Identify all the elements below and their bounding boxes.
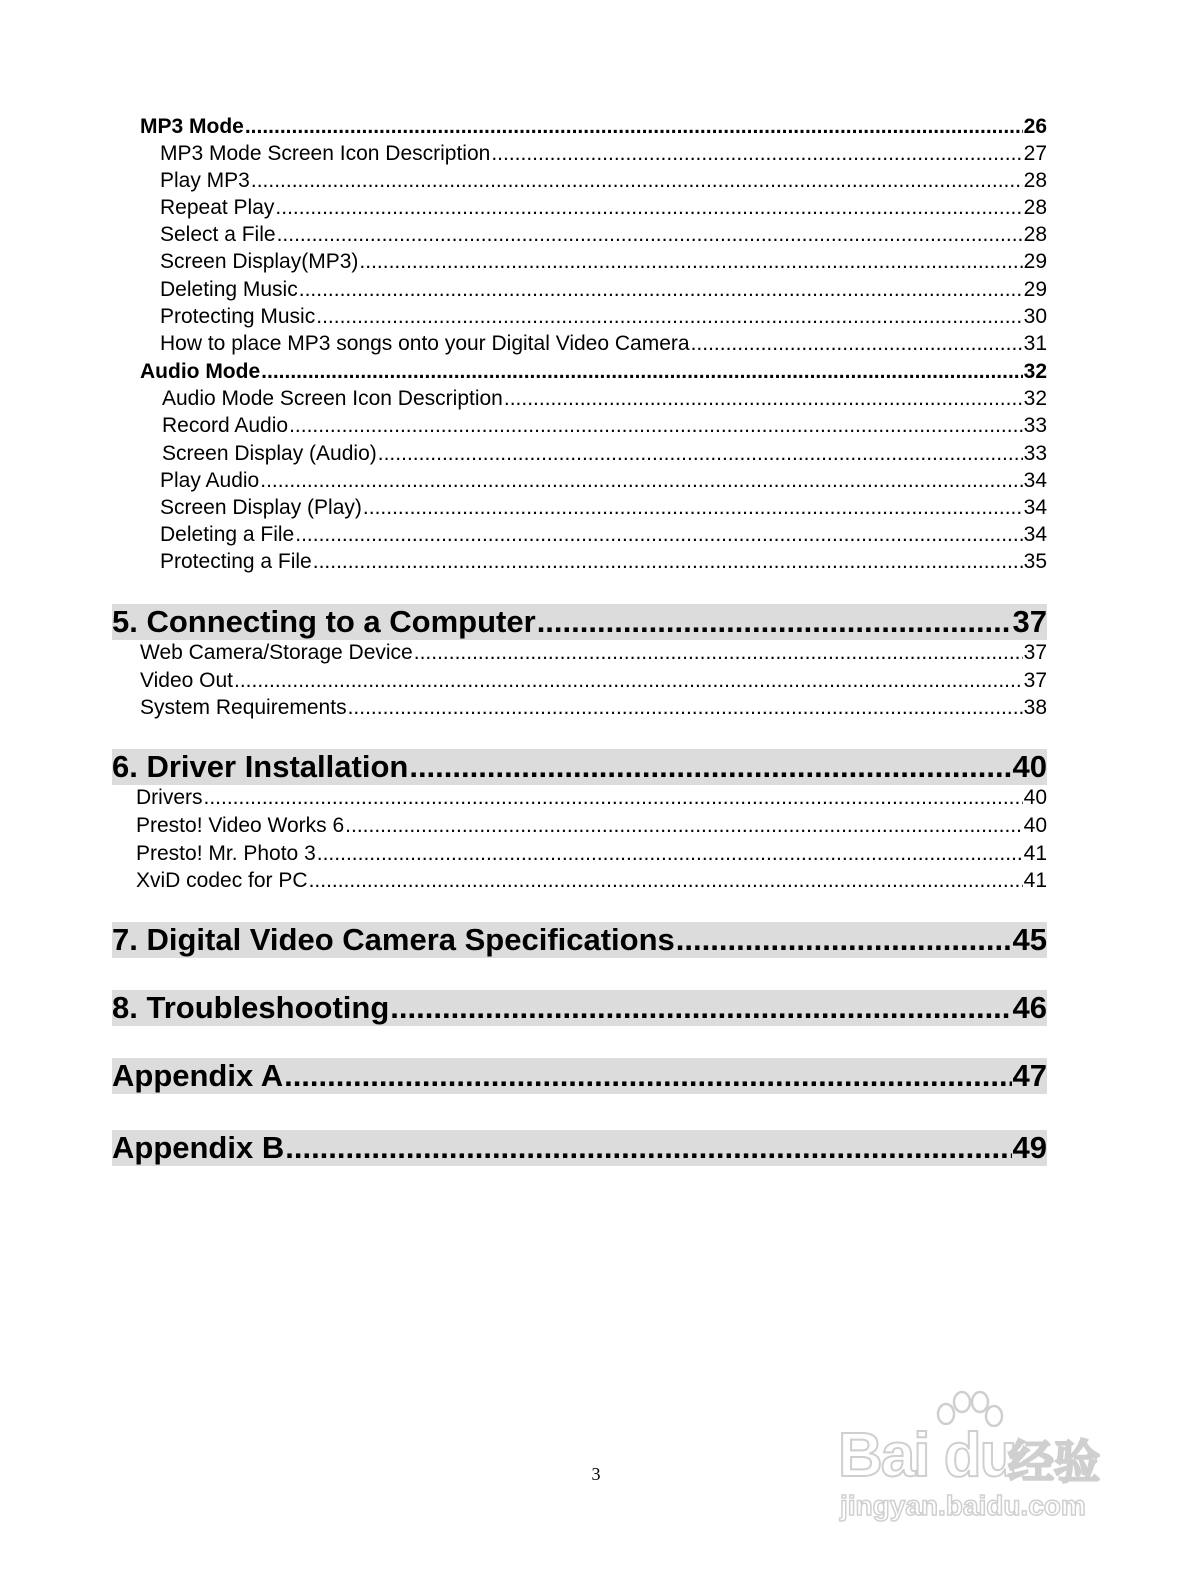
toc-leader (363, 494, 1023, 521)
toc-chapter-title: 5. Connecting to a Computer (112, 604, 536, 639)
toc-entry-title: Record Audio (162, 414, 289, 437)
toc-chapter-title: 6. Driver Installation (112, 749, 409, 784)
toc-chapter-page: 47 (1012, 1058, 1047, 1093)
toc-chapter-page: 45 (1012, 922, 1047, 957)
toc-leader (309, 867, 1023, 894)
toc-entry[interactable] (160, 548, 1047, 575)
toc-entry[interactable] (162, 412, 1047, 439)
toc-leader (359, 248, 1022, 275)
toc-leader (317, 840, 1023, 867)
toc-entry-title: Deleting Music (160, 278, 298, 301)
toc-chapter-5[interactable] (112, 604, 1047, 640)
toc-entry-title: Screen Display (Play) (160, 496, 362, 519)
toc-entry-page: 30 (1023, 305, 1047, 328)
toc-entry-page: 28 (1023, 196, 1047, 219)
toc-entry-title: Screen Display(MP3) (160, 250, 359, 273)
toc-entry-page: 31 (1023, 332, 1047, 355)
toc-leader (295, 521, 1022, 548)
toc-entry-title: Repeat Play (160, 196, 275, 219)
toc-entry[interactable] (162, 440, 1047, 467)
toc-entry-title: Video Out (140, 669, 234, 692)
toc-appendix-b[interactable] (112, 1130, 1047, 1166)
toc-entry-page: 41 (1023, 842, 1047, 865)
toc-entry[interactable] (160, 140, 1047, 167)
toc-entry-page: 33 (1023, 414, 1047, 437)
toc-entry-title: Audio Mode Screen Icon Description (162, 387, 503, 410)
toc-entry-page: 41 (1023, 869, 1047, 892)
toc-chapter-7[interactable] (112, 922, 1047, 958)
toc-leader (348, 694, 1023, 721)
toc-entry-page: 33 (1023, 442, 1047, 465)
toc-entry-title: Web Camera/Storage Device (140, 641, 413, 664)
watermark-brand-cn: 经验 (1008, 1435, 1100, 1489)
toc-entry-page: 29 (1023, 250, 1047, 273)
toc-entry-title: Audio Mode (140, 360, 261, 383)
baidu-watermark (832, 1390, 1122, 1530)
toc-leader (378, 440, 1023, 467)
toc-entry-title: MP3 Mode (140, 115, 244, 138)
toc-entry-page: 32 (1023, 387, 1047, 410)
toc-leader (285, 1130, 1011, 1166)
toc-entry-title: XviD codec for PC (136, 869, 308, 892)
toc-chapter-title: Appendix A (112, 1058, 284, 1093)
toc-chapter-page: 49 (1012, 1130, 1047, 1165)
toc-entry[interactable] (136, 784, 1047, 811)
toc-chapter-title: Appendix B (112, 1130, 285, 1165)
toc-leader (414, 639, 1023, 666)
toc-entry-page: 27 (1023, 142, 1047, 165)
toc-leader (504, 385, 1023, 412)
toc-leader (409, 749, 1011, 785)
toc-entry-audio-mode[interactable] (140, 358, 1047, 385)
toc-chapter-page: 40 (1012, 749, 1047, 784)
toc-entry-title: Screen Display (Audio) (162, 442, 377, 465)
toc-leader (676, 922, 1012, 958)
toc-leader (284, 1058, 1011, 1094)
toc-entry-page: 34 (1023, 496, 1047, 519)
toc-leader (204, 784, 1023, 811)
toc-leader (313, 548, 1023, 575)
toc-leader (251, 167, 1023, 194)
page-number: 3 (591, 1464, 601, 1484)
toc-chapter-6[interactable] (112, 749, 1047, 785)
toc-entry[interactable] (140, 694, 1047, 721)
toc-entry-page: 34 (1023, 523, 1047, 546)
toc-entry[interactable] (160, 494, 1047, 521)
toc-entry-title: Presto! Video Works 6 (136, 814, 345, 837)
toc-entry[interactable] (160, 467, 1047, 494)
toc-entry-title: Protecting a File (160, 550, 312, 573)
toc-leader (316, 303, 1022, 330)
toc-leader (537, 604, 1012, 640)
toc-entry[interactable] (160, 276, 1047, 303)
toc-chapter-page: 37 (1012, 604, 1047, 639)
toc-entry-title: Protecting Music (160, 305, 316, 328)
toc-entry[interactable] (136, 812, 1047, 839)
toc-leader (345, 812, 1022, 839)
toc-leader (277, 221, 1023, 248)
toc-leader (299, 276, 1023, 303)
toc-entry[interactable] (160, 330, 1047, 357)
toc-entry-title: Play MP3 (160, 169, 250, 192)
toc-entry[interactable] (136, 867, 1047, 894)
toc-entry-page: 28 (1023, 169, 1047, 192)
toc-entry-title: Presto! Mr. Photo 3 (136, 842, 316, 865)
toc-entry-title: System Requirements (140, 696, 347, 719)
toc-leader (491, 140, 1022, 167)
toc-entry-page: 37 (1023, 669, 1047, 692)
toc-entry-title: MP3 Mode Screen Icon Description (160, 142, 491, 165)
toc-leader (691, 330, 1023, 357)
toc-entry-mp3-mode[interactable] (140, 113, 1047, 140)
toc-entry-page: 37 (1023, 641, 1047, 664)
toc-entry-page: 40 (1023, 786, 1047, 809)
toc-entry[interactable] (160, 303, 1047, 330)
toc-leader (289, 412, 1023, 439)
watermark-brand: Bai du (838, 1421, 1016, 1490)
watermark-url: jingyan.baidu.com (840, 1490, 1086, 1521)
toc-entry[interactable] (160, 521, 1047, 548)
toc-entry[interactable] (140, 667, 1047, 694)
toc-entry-page: 35 (1023, 550, 1047, 573)
toc-chapter-page: 46 (1012, 990, 1047, 1025)
toc-entry-page: 26 (1023, 115, 1047, 138)
toc-leader (275, 194, 1022, 221)
toc-entry-title: Deleting a File (160, 523, 295, 546)
toc-entry-page: 28 (1023, 223, 1047, 246)
toc-entry[interactable] (162, 385, 1047, 412)
toc-entry[interactable] (160, 194, 1047, 221)
toc-leader (245, 113, 1023, 140)
toc-entry[interactable] (136, 840, 1047, 867)
toc-entry[interactable] (160, 248, 1047, 275)
toc-entry-page: 32 (1023, 360, 1047, 383)
toc-entry-title: How to place MP3 songs onto your Digital Video Camera (160, 332, 690, 355)
toc-chapter-title: 7. Digital Video Camera Specifications (112, 922, 675, 957)
toc-leader (260, 467, 1022, 494)
toc-leader (390, 990, 1011, 1026)
toc-chapter-title: 8. Troubleshooting (112, 990, 390, 1025)
toc-entry[interactable] (160, 167, 1047, 194)
toc-leader (261, 358, 1022, 385)
toc-entry[interactable] (140, 639, 1047, 666)
toc-entry-page: 29 (1023, 278, 1047, 301)
toc-entry-page: 38 (1023, 696, 1047, 719)
toc-entry-title: Drivers (136, 786, 203, 809)
toc-entry-title: Select a File (160, 223, 276, 246)
toc-entry-title: Play Audio (160, 469, 260, 492)
toc-appendix-a[interactable] (112, 1058, 1047, 1094)
toc-entry[interactable] (160, 221, 1047, 248)
toc-leader (234, 667, 1023, 694)
toc-entry-page: 34 (1023, 469, 1047, 492)
toc-entry-page: 40 (1023, 814, 1047, 837)
toc-chapter-8[interactable] (112, 990, 1047, 1026)
